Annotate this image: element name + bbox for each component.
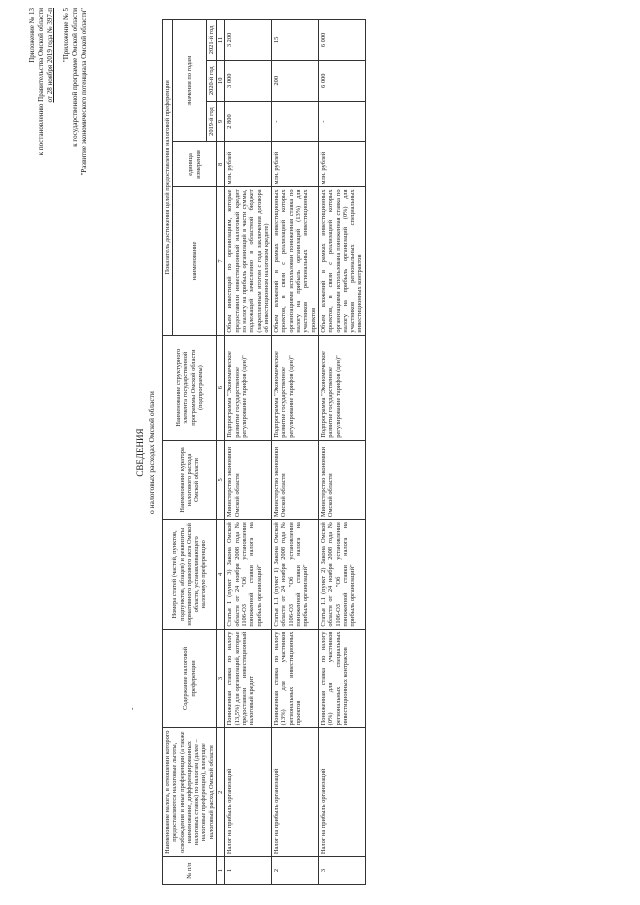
appendix-reference: к постановлению Правительства Омской области — [37, 8, 45, 156]
value-2020-cell: 3 000 — [225, 60, 272, 101]
tax-name-cell: Налог на прибыль организаций — [272, 728, 319, 857]
header-tax-name: Наименование налога, в отношении которого предоставляются налоговые льготы, освобождения и иные преференции (а также наименование, дифференцированных налоговых ставок) по налогам (далее – налоговые преференции), влекущие налоговый расход Омской области — [163, 728, 217, 857]
table-row — [272, 20, 319, 885]
subprogram-cell: Подпрограмма "Экономическое развитие государственное регулирование тарифов (цен)" — [318, 335, 365, 440]
header-curator: Наименование куратора налогового расхода Омской области — [163, 440, 217, 519]
column-number: 11 — [217, 20, 225, 61]
tax-name-cell: Налог на прибыль организаций — [225, 728, 272, 857]
column-number: 5 — [217, 440, 225, 519]
header-year-2019: 2019-й год — [206, 101, 216, 142]
column-number: 4 — [217, 520, 225, 629]
value-2021-cell: 3 200 — [225, 20, 272, 61]
preference-content-cell: Пониженная ставка по налогу (0%) для участников региональных специальных инвестиционных контрактов — [318, 629, 365, 728]
tax-expenditure-table — [162, 19, 366, 885]
value-2019-cell: - — [272, 101, 319, 142]
header-legal-act: Номера статей (частей, пунктов, подпунктов, абзацев) и реквизиты нормативного правового акта Омской области, устанавливающего налоговую преференцию — [163, 520, 217, 629]
tax-name-cell: Налог на прибыль организаций — [318, 728, 365, 857]
header-indicator-group: Показатель достижения целей предоставления налоговой преференции — [163, 20, 173, 336]
table-header-row — [163, 20, 173, 885]
preference-content-cell: Пониженная ставка по налогу (13%) для участников региональных инвестиционных проектов — [272, 629, 319, 728]
column-number: 2 — [217, 728, 225, 857]
margin-mark: - — [128, 707, 136, 710]
table-row — [318, 20, 365, 885]
value-2020-cell: 200 — [272, 60, 319, 101]
program-appendix-header — [62, 8, 89, 328]
column-number: 7 — [217, 187, 225, 335]
legal-act-cell: Статья 1.1 (пункт 1) Закона Омской области от 24 ноября 2008 года № 1106-ОЗ "Об установлении пониженной ставки налога на прибыль организаций" — [272, 520, 319, 629]
header-indicator-name: наименование — [173, 187, 217, 335]
program-name: "Развитие экономического потенциала Омской области" — [80, 8, 88, 176]
column-number: 3 — [217, 629, 225, 728]
column-number: 10 — [217, 60, 225, 101]
header-preference-content: Содержание налоговой преференции — [163, 629, 217, 728]
value-2019-cell: - — [318, 101, 365, 142]
header-number: № п/п — [163, 857, 217, 885]
legal-act-cell: Статья 1 (пункт 3) Закона Омской области от 24 ноября 2008 года № 1106-ОЗ "Об установлении пониженной ставки налога на прибыль организаций" — [225, 520, 272, 629]
indicator-cell: Объем вложений в рамках инвестиционных проектов, в связи с реализацией которых организациями использован пониженная ставка по налогу на прибыль организаций (13%) для участников региональных инвестиционных проектов — [272, 187, 319, 335]
document-subtitle: о налоговых расходах Омской области — [147, 391, 156, 514]
value-2019-cell: 2 800 — [225, 101, 272, 142]
curator-cell: Министерство экономики Омской области — [272, 440, 319, 519]
resolution-appendix-header — [28, 8, 55, 308]
header-subprogram: Наименование структурного элемента государственной программы Омской области (подпрограммы) — [163, 335, 217, 440]
row-number: 1 — [225, 857, 272, 885]
curator-cell: Министерство экономики Омской области — [318, 440, 365, 519]
indicator-cell: Объем вложений в рамках инвестиционных проектов, в связи с реализацией которых организациями использована пониженная ставка по налогу на прибыль организаций (0%) для участников региональных специальных инвестиционных контрактов — [318, 187, 365, 335]
column-number-row — [217, 20, 225, 885]
indicator-cell: Объем инвестиций по организациям, которые предоставили инвестиционный налоговый кредит по налогу на прибыль организаций в части суммы, подлежащей зачислению в областной бюджет (закрепленным итогом с года заключения договора об инвестиционном налоговом кредите) — [225, 187, 272, 335]
table-row — [225, 20, 272, 885]
column-number: 9 — [217, 101, 225, 142]
subprogram-cell: Подпрограмма "Экономическое развитие государственное регулирование тарифов (цен)" — [225, 335, 272, 440]
unit-cell: млн. рублей — [318, 142, 365, 187]
row-number: 2 — [272, 857, 319, 885]
value-2021-cell: 6 000 — [318, 20, 365, 61]
program-appendix-reference: к государственной программе Омской области — [71, 8, 79, 147]
header-years-group: значения по годам — [173, 20, 206, 142]
subprogram-cell: Подпрограмма "Экономическое развитие государственное регулирование тарифов (цен)" — [272, 335, 319, 440]
header-unit: единица измерения — [173, 142, 217, 187]
unit-cell: млн. рублей — [225, 142, 272, 187]
document-title: СВЕДЕНИЯ — [135, 428, 145, 477]
row-number: 3 — [318, 857, 365, 885]
resolution-date: от 28 ноября 2019 года № 397-п — [46, 8, 54, 103]
legal-act-cell: Статья 1.1 (пункт 2) Закона Омской области от 24 ноября 2008 года № 1106-ОЗ "Об установлении пониженной ставки налога на прибыль организаций" — [318, 520, 365, 629]
program-appendix-number: "Приложение № 5 — [62, 8, 70, 63]
column-number: 8 — [217, 142, 225, 187]
header-year-2021: 2021-й год — [206, 20, 216, 61]
appendix-number: Приложение № 13 — [28, 8, 36, 63]
value-2020-cell: 6 000 — [318, 60, 365, 101]
header-year-2020: 2020-й год — [206, 60, 216, 101]
column-number: 1 — [217, 857, 225, 885]
preference-content-cell: Пониженная ставка по налогу (13,5%) для организаций, которые предоставили инвестиционный налоговый кредит — [225, 629, 272, 728]
unit-cell: млн. рублей — [272, 142, 319, 187]
column-number: 6 — [217, 335, 225, 440]
value-2021-cell: 15 — [272, 20, 319, 61]
curator-cell: Министерство экономики Омской области — [225, 440, 272, 519]
